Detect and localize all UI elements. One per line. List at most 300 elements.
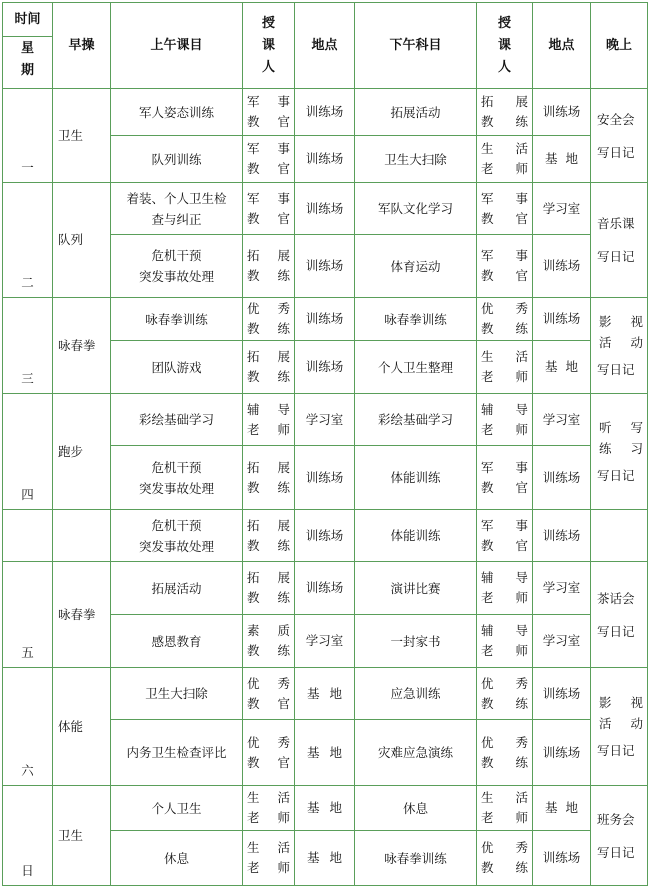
pm-course-line: 彩绘基础学习 (377, 412, 453, 427)
pm-location-text: 基 地 (545, 359, 578, 374)
am-teacher-line: 拓 展 (247, 349, 290, 364)
am-location-cell (295, 446, 355, 510)
am-course-header-text: 上午课目 (150, 37, 203, 53)
am-location-cell (295, 786, 355, 831)
pm-teacher-cell (477, 720, 533, 786)
am-teacher-line: 教 官 (247, 754, 290, 770)
evening-line: 茶话会 (597, 590, 635, 606)
pm-course-cell (355, 510, 477, 562)
am-course-line: 内务卫生检查评比 (126, 745, 227, 760)
pm-course-cell (355, 341, 477, 394)
evening-line: 影 视 (599, 695, 643, 710)
am-course-cell (111, 562, 243, 615)
table-row (3, 510, 648, 562)
am-teacher-cell (243, 446, 295, 510)
table-row (3, 298, 648, 341)
pm-teacher-line: 老 师 (481, 421, 528, 437)
am-course-cell (111, 341, 243, 394)
evening-line: 写日记 (597, 623, 635, 639)
pm-teacher-line: 军 事 (481, 190, 528, 206)
pm-teacher-cell (477, 510, 533, 562)
morning-exercise-label: 咏春拳 (58, 606, 96, 622)
am-location-cell (295, 136, 355, 183)
evening-line: 练 习 (599, 441, 643, 456)
am-course-line: 危机干预 (151, 517, 202, 533)
morning-exercise-label: 咏春拳 (58, 337, 96, 353)
am-course-line: 卫生大扫除 (145, 686, 208, 701)
am-location-text: 学习室 (305, 633, 344, 648)
am-teacher-line: 教 练 (247, 537, 290, 553)
pm-course-line: 灾难应急演练 (377, 745, 453, 760)
am-teacher-cell (243, 394, 295, 446)
am-location-cell (295, 394, 355, 446)
evening-line: 写日记 (597, 144, 635, 160)
day-cell (3, 183, 53, 298)
evening-cell (591, 668, 648, 786)
pm-course-cell (355, 298, 477, 341)
am-teacher-cell (243, 668, 295, 720)
evening-cell (591, 298, 648, 394)
teacher-header-char: 授 (261, 15, 275, 31)
pm-course-cell (355, 562, 477, 615)
am-location-cell (295, 89, 355, 136)
pm-course-line: 体能训练 (390, 528, 441, 543)
pm-teacher-line: 军 事 (481, 517, 528, 533)
am-course-line: 危机干预 (151, 459, 202, 475)
am-course-cell (111, 136, 243, 183)
pm-teacher-line: 教 官 (481, 268, 528, 283)
pm-course-line: 拓展活动 (390, 104, 441, 120)
day-label: 五 (21, 645, 34, 660)
evening-line: 活 动 (599, 716, 643, 731)
pm-location-text: 训练场 (542, 258, 581, 273)
pm-teacher-line: 辅 导 (481, 623, 528, 638)
am-location-cell (295, 615, 355, 668)
am-course-cell (111, 235, 243, 298)
am-teacher-line: 老 师 (247, 860, 290, 875)
am-course-line: 团队游戏 (151, 359, 202, 375)
teacher-header-char: 授 (497, 15, 511, 31)
pm-teacher-cell (477, 235, 533, 298)
pm-course-line: 演讲比赛 (390, 580, 441, 596)
am-teacher-header (243, 3, 295, 89)
am-teacher-line: 辅 导 (247, 401, 290, 417)
pm-teacher-line: 教 练 (481, 321, 528, 336)
pm-location-text: 训练场 (542, 104, 581, 119)
pm-teacher-line: 辅 导 (481, 570, 528, 585)
day-cell (3, 298, 53, 394)
am-teacher-line: 老 师 (247, 421, 290, 437)
day-label: 一 (21, 160, 34, 175)
am-teacher-line: 优 秀 (247, 734, 290, 750)
am-teacher-line: 教 练 (247, 590, 290, 605)
pm-location-text: 学习室 (542, 633, 581, 648)
evening-line: 写日记 (597, 844, 635, 860)
pm-course-cell (355, 446, 477, 510)
pm-teacher-line: 老 师 (481, 161, 528, 176)
morning-exercise-label: 卫生 (58, 127, 84, 143)
evening-line: 写日记 (597, 249, 635, 264)
am-course-cell (111, 298, 243, 341)
evening-line: 写日记 (597, 743, 635, 758)
time-header: 时间 (3, 3, 52, 37)
day-label: 三 (21, 371, 34, 386)
pm-course-line: 卫生大扫除 (384, 151, 447, 167)
corner-cell (3, 3, 53, 89)
pm-teacher-line: 老 师 (481, 590, 528, 605)
am-course-line: 拓展活动 (151, 580, 202, 596)
pm-course-line: 咏春拳训练 (384, 311, 447, 327)
am-location-cell (295, 720, 355, 786)
am-location-cell (295, 341, 355, 394)
pm-course-header (355, 3, 477, 89)
pm-course-line: 个人卫生整理 (377, 359, 453, 375)
pm-location-cell (533, 510, 591, 562)
am-location-cell (295, 831, 355, 886)
evening-cell (591, 786, 648, 886)
pm-teacher-line: 优 秀 (481, 734, 528, 750)
am-location-text: 基 地 (307, 744, 342, 760)
pm-course-cell (355, 235, 477, 298)
am-location-text: 训练场 (305, 151, 344, 166)
pm-course-cell (355, 831, 477, 886)
teacher-header-char: 课 (261, 37, 275, 53)
am-teacher-line: 教 官 (247, 114, 290, 129)
morning-exercise-cell (53, 510, 111, 562)
pm-teacher-cell (477, 615, 533, 668)
evening-cell (591, 89, 648, 183)
pm-teacher-line: 教 练 (481, 695, 528, 711)
pm-course-cell (355, 136, 477, 183)
am-location-text: 训练场 (305, 311, 344, 326)
teacher-header-char: 人 (261, 59, 275, 75)
pm-location-text: 训练场 (542, 469, 581, 485)
pm-location-cell (533, 235, 591, 298)
pm-course-cell (355, 183, 477, 235)
am-location-cell (295, 235, 355, 298)
am-course-line: 彩绘基础学习 (138, 412, 214, 427)
pm-location-text: 学习室 (542, 580, 581, 595)
pm-teacher-cell (477, 668, 533, 720)
morning-exercise-cell (53, 786, 111, 886)
am-teacher-line: 老 师 (247, 810, 290, 825)
am-teacher-cell (243, 615, 295, 668)
pm-location-cell (533, 298, 591, 341)
pm-teacher-cell (477, 446, 533, 510)
evening-header-text: 晚上 (605, 37, 632, 53)
pm-location-cell (533, 786, 591, 831)
table-row (3, 183, 648, 235)
pm-location-header-text: 地点 (548, 37, 575, 53)
pm-teacher-line: 军 事 (481, 459, 528, 475)
pm-teacher-line: 军 事 (481, 248, 528, 263)
weekday-header-char: 期 (20, 63, 34, 78)
am-teacher-cell (243, 136, 295, 183)
am-course-line: 突发事故处理 (138, 538, 214, 554)
am-course-cell (111, 446, 243, 510)
pm-location-cell (533, 89, 591, 136)
pm-location-cell (533, 183, 591, 235)
morning-exercise-label: 卫生 (58, 827, 84, 843)
evening-line: 写日记 (597, 468, 635, 483)
pm-course-line: 体能训练 (390, 470, 441, 485)
pm-teacher-line: 拓 展 (481, 94, 528, 109)
pm-location-cell (533, 720, 591, 786)
am-teacher-line: 拓 展 (247, 459, 290, 475)
pm-location-cell (533, 446, 591, 510)
pm-teacher-line: 优 秀 (481, 675, 528, 691)
pm-teacher-line: 老 师 (481, 810, 528, 825)
am-teacher-line: 教 官 (247, 695, 290, 711)
pm-location-cell (533, 668, 591, 720)
am-location-cell (295, 298, 355, 341)
day-cell (3, 510, 53, 562)
am-course-line: 突发事故处理 (138, 480, 214, 496)
pm-teacher-line: 辅 导 (481, 401, 528, 417)
evening-line: 班务会 (597, 811, 635, 827)
pm-teacher-cell (477, 298, 533, 341)
evening-line: 活 动 (599, 335, 643, 350)
header-row (3, 3, 648, 89)
morning-exercise-cell (53, 183, 111, 298)
morning-exercise-cell (53, 668, 111, 786)
pm-location-header (533, 3, 591, 89)
pm-teacher-line: 优 秀 (481, 301, 528, 316)
day-cell (3, 668, 53, 786)
evening-line: 听 写 (599, 420, 643, 435)
am-location-cell (295, 183, 355, 235)
morning-exercise-label: 队列 (58, 232, 84, 247)
morning-exercise-cell (53, 562, 111, 668)
am-course-cell (111, 831, 243, 886)
pm-course-cell (355, 720, 477, 786)
pm-location-cell (533, 562, 591, 615)
day-label: 六 (21, 763, 34, 778)
am-course-line: 队列训练 (151, 151, 202, 167)
am-course-line: 个人卫生 (151, 800, 202, 816)
am-teacher-line: 军 事 (247, 141, 290, 156)
pm-location-text: 学习室 (542, 411, 581, 427)
pm-course-line: 咏春拳训练 (384, 850, 447, 866)
pm-course-line: 一封家书 (390, 633, 441, 649)
pm-teacher-line: 教 练 (481, 860, 528, 875)
am-location-text: 训练场 (305, 258, 344, 273)
am-course-cell (111, 510, 243, 562)
am-course-cell (111, 786, 243, 831)
evening-line: 写日记 (597, 362, 635, 377)
am-course-line: 休息 (163, 850, 189, 866)
pm-location-cell (533, 615, 591, 668)
am-course-line: 咏春拳训练 (145, 311, 208, 327)
pm-teacher-line: 老 师 (481, 369, 528, 384)
am-course-line: 军人姿态训练 (138, 104, 214, 120)
schedule-table (2, 2, 648, 886)
am-location-text: 训练场 (305, 359, 344, 374)
evening-line: 音乐课 (597, 216, 635, 231)
am-teacher-line: 优 秀 (247, 675, 290, 691)
am-course-cell (111, 183, 243, 235)
pm-course-header-text: 下午科目 (389, 37, 442, 53)
pm-teacher-cell (477, 562, 533, 615)
pm-course-cell (355, 89, 477, 136)
am-teacher-line: 拓 展 (247, 517, 290, 533)
pm-location-cell (533, 341, 591, 394)
pm-teacher-cell (477, 394, 533, 446)
schedule-table-container (2, 2, 647, 880)
evening-cell (591, 394, 648, 510)
pm-location-text: 基 地 (545, 151, 578, 166)
evening-cell (591, 510, 648, 562)
am-location-text: 训练场 (305, 527, 344, 543)
am-course-line: 着装、个人卫生检 (126, 190, 227, 206)
pm-teacher-cell (477, 341, 533, 394)
am-teacher-cell (243, 786, 295, 831)
pm-location-text: 训练场 (542, 527, 581, 543)
pm-teacher-header (477, 3, 533, 89)
pm-course-line: 军队文化学习 (377, 201, 453, 216)
day-label: 四 (21, 487, 34, 502)
day-label: 二 (21, 275, 34, 290)
am-course-cell (111, 89, 243, 136)
morning-exercise-cell (53, 394, 111, 510)
am-teacher-line: 生 活 (247, 790, 290, 805)
am-location-text: 训练场 (305, 104, 344, 119)
pm-teacher-line: 教 练 (481, 754, 528, 770)
am-course-line: 危机干预 (151, 248, 202, 263)
day-cell (3, 562, 53, 668)
pm-location-cell (533, 831, 591, 886)
am-teacher-cell (243, 183, 295, 235)
day-cell (3, 89, 53, 183)
am-teacher-cell (243, 562, 295, 615)
evening-cell (591, 562, 648, 668)
table-row (3, 668, 648, 720)
day-cell (3, 786, 53, 886)
am-teacher-line: 教 练 (247, 479, 290, 495)
am-teacher-line: 教 练 (247, 643, 290, 658)
am-location-text: 基 地 (307, 685, 342, 701)
am-course-cell (111, 394, 243, 446)
pm-course-cell (355, 394, 477, 446)
morning-exercise-header (53, 3, 111, 89)
morning-exercise-label: 体能 (58, 718, 84, 734)
am-teacher-cell (243, 510, 295, 562)
weekday-header (3, 38, 52, 82)
am-location-text: 训练场 (305, 200, 344, 216)
am-teacher-line: 拓 展 (247, 570, 290, 585)
am-course-cell (111, 668, 243, 720)
am-location-text: 基 地 (307, 800, 342, 815)
am-course-line: 感恩教育 (151, 633, 202, 649)
pm-teacher-line: 生 活 (481, 141, 528, 156)
am-teacher-cell (243, 298, 295, 341)
teacher-header-char: 课 (497, 37, 511, 53)
pm-teacher-cell (477, 786, 533, 831)
am-location-text: 训练场 (305, 469, 344, 485)
pm-teacher-cell (477, 831, 533, 886)
table-row (3, 562, 648, 615)
am-course-line: 查与纠正 (151, 211, 202, 227)
pm-location-text: 训练场 (542, 744, 581, 760)
am-teacher-line: 拓 展 (247, 248, 290, 263)
am-teacher-cell (243, 720, 295, 786)
pm-teacher-cell (477, 136, 533, 183)
pm-course-line: 体育运动 (390, 258, 441, 274)
pm-location-text: 基 地 (545, 800, 578, 815)
am-teacher-cell (243, 341, 295, 394)
pm-location-text: 训练场 (542, 685, 581, 701)
am-teacher-cell (243, 831, 295, 886)
am-teacher-line: 军 事 (247, 190, 290, 206)
am-location-cell (295, 562, 355, 615)
pm-course-cell (355, 668, 477, 720)
am-teacher-line: 教 练 (247, 268, 290, 283)
am-teacher-line: 素 质 (247, 623, 290, 638)
day-label: 日 (21, 863, 34, 878)
am-location-text: 基 地 (307, 850, 342, 865)
am-teacher-line: 教 练 (247, 369, 290, 384)
pm-course-cell (355, 786, 477, 831)
am-teacher-line: 教 练 (247, 321, 290, 336)
am-teacher-line: 生 活 (247, 840, 290, 855)
am-location-text: 学习室 (305, 411, 344, 427)
am-course-header (111, 3, 243, 89)
pm-location-cell (533, 136, 591, 183)
morning-exercise-cell (53, 89, 111, 183)
pm-course-cell (355, 615, 477, 668)
pm-location-text: 学习室 (542, 200, 581, 216)
evening-line: 安全会 (597, 111, 635, 127)
am-location-cell (295, 510, 355, 562)
pm-teacher-line: 生 活 (481, 349, 528, 364)
table-row (3, 89, 648, 136)
pm-teacher-line: 教 官 (481, 210, 528, 226)
am-location-header (295, 3, 355, 89)
pm-teacher-line: 生 活 (481, 790, 528, 805)
day-cell (3, 394, 53, 510)
teacher-header-char: 人 (497, 59, 511, 75)
pm-course-line: 应急训练 (390, 686, 441, 701)
pm-teacher-cell (477, 89, 533, 136)
pm-teacher-line: 教 练 (481, 114, 528, 129)
am-teacher-cell (243, 89, 295, 136)
evening-line: 影 视 (599, 314, 643, 329)
am-course-line: 突发事故处理 (138, 269, 214, 284)
am-teacher-cell (243, 235, 295, 298)
am-teacher-line: 军 事 (247, 94, 290, 109)
table-row (3, 786, 648, 831)
am-location-header-text: 地点 (311, 37, 338, 53)
am-teacher-line: 优 秀 (247, 301, 290, 316)
pm-location-cell (533, 394, 591, 446)
pm-teacher-cell (477, 183, 533, 235)
pm-course-line: 休息 (402, 800, 428, 816)
pm-teacher-line: 教 官 (481, 479, 528, 495)
am-teacher-line: 教 官 (247, 210, 290, 226)
pm-teacher-line: 优 秀 (481, 840, 528, 855)
morning-exercise-label: 跑步 (58, 443, 84, 459)
pm-location-text: 训练场 (542, 850, 581, 865)
am-location-text: 训练场 (305, 580, 344, 595)
am-location-cell (295, 668, 355, 720)
table-row (3, 394, 648, 446)
morning-exercise-cell (53, 298, 111, 394)
am-course-cell (111, 615, 243, 668)
evening-cell (591, 183, 648, 298)
pm-location-text: 训练场 (542, 311, 581, 326)
pm-teacher-line: 教 官 (481, 537, 528, 553)
am-teacher-line: 教 官 (247, 161, 290, 176)
